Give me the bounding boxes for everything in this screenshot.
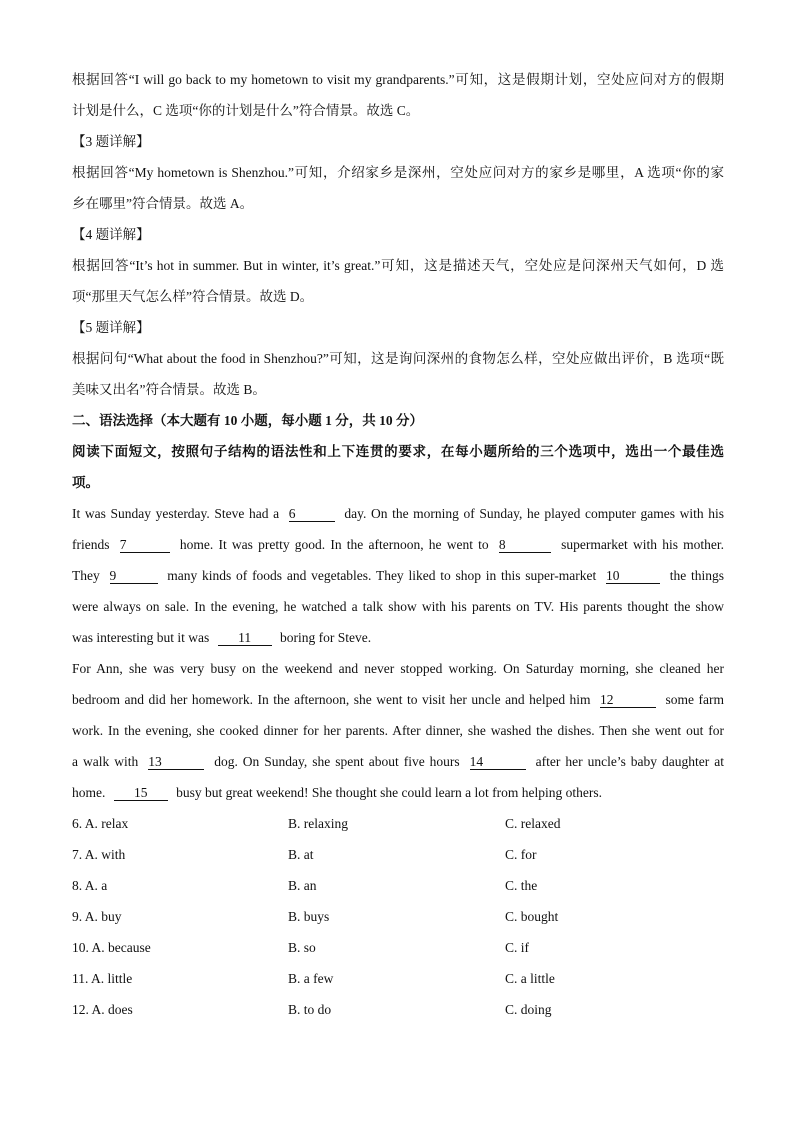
option-b: B. at: [288, 847, 314, 862]
explanation-line: 乡在哪里”符合情景。故选 A。: [72, 196, 254, 211]
option-row: [72, 839, 724, 870]
passage-line: work. In the evening, she cooked dinner for her parents. After dinner, she washed the dishes. Then she went out for: [72, 723, 724, 738]
passage-text: the things: [669, 568, 724, 583]
passage-text: home.: [72, 785, 106, 800]
passage-text: many kinds of foods and vegetables. They liked to shop in this super-market: [167, 568, 597, 583]
explanation-heading: 【4 题详解】: [72, 227, 150, 242]
option-c: C. bought: [505, 909, 559, 924]
passage-line: [72, 684, 724, 715]
option-row: [72, 870, 724, 901]
explanation-heading: 【3 题详解】: [72, 134, 150, 149]
explanation-line: 根据回答“My hometown is Shenzhou.”可知，介绍家乡是深州，空处应问对方的家乡是哪里，A 选项“你的家: [72, 165, 724, 180]
explanation-line: 根据问句“What about the food in Shenzhou?”可知，这是询问深州的食物怎么样，空处应做出评价，B 选项“既: [72, 351, 724, 366]
passage-line: [72, 529, 724, 560]
passage-line: [72, 746, 724, 777]
passage-line: For Ann, she was very busy on the weekend and never stopped working. On Saturday morning, she cleaned her: [72, 661, 724, 676]
answer-blank-15: 15: [114, 785, 168, 801]
option-b: B. so: [288, 940, 316, 955]
answer-blank-7: 7: [120, 537, 170, 553]
passage-text: after her uncle’s baby daughter at: [535, 754, 724, 769]
answer-blank-13: 13: [148, 754, 204, 770]
option-c: C. a little: [505, 971, 555, 986]
option-b: B. a few: [288, 971, 334, 986]
passage-text: friends: [72, 537, 110, 552]
option-row: [72, 808, 724, 839]
explanation-line: 项“那里天气怎么样”符合情景。故选 D。: [72, 289, 314, 304]
answer-blank-11: 11: [218, 630, 272, 646]
option-b: B. buys: [288, 909, 330, 924]
option-c: C. the: [505, 878, 538, 893]
passage-text: was interesting but it was: [72, 630, 210, 645]
passage-text: busy but great weekend! She thought she could learn a lot from helping others.: [176, 785, 603, 800]
option-row: [72, 901, 724, 932]
option-row: [72, 994, 724, 1025]
passage-text: dog. On Sunday, she spent about five hours: [214, 754, 460, 769]
passage-line: were always on sale. In the evening, he watched a talk show with his parents on TV. His parents thought the show: [72, 599, 724, 614]
option-a: 9. A. buy: [72, 909, 122, 924]
passage-text: day. On the morning of Sunday, he played computer games with his: [344, 506, 724, 521]
option-a: 8. A. a: [72, 878, 108, 893]
passage-text: It was Sunday yesterday. Steve had a: [72, 506, 280, 521]
option-b: B. an: [288, 878, 317, 893]
section-title: 二、语法选择（本大题有 10 小题，每小题 1 分，共 10 分）: [72, 413, 423, 428]
passage-text: a walk with: [72, 754, 139, 769]
option-b: B. to do: [288, 1002, 332, 1017]
explanation-line: 根据回答“I will go back to my hometown to visit my grandparents.”可知，这是假期计划，空处应问对方的假期: [72, 72, 724, 87]
section-instruction: 项。: [72, 475, 99, 490]
passage-text: supermarket with his mother.: [561, 537, 724, 552]
page-content: [72, 64, 724, 1025]
option-c: C. relaxed: [505, 816, 561, 831]
passage-text: boring for Steve.: [279, 630, 372, 645]
option-row: [72, 963, 724, 994]
option-row: [72, 932, 724, 963]
option-c: C. doing: [505, 1002, 552, 1017]
passage-line: [72, 622, 724, 653]
answer-blank-8: 8: [499, 537, 551, 553]
explanation-line: 美味又出名”符合情景。故选 B。: [72, 382, 266, 397]
option-a: 12. A. does: [72, 1002, 133, 1017]
answer-blank-9: 9: [110, 568, 158, 584]
explanation-line: 根据回答“It’s hot in summer. But in winter, it’s great.”可知，这是描述天气，空处应是问深州天气如何，D 选: [72, 258, 724, 273]
option-c: C. if: [505, 940, 530, 955]
explanation-heading: 【5 题详解】: [72, 320, 150, 335]
passage-line: [72, 560, 724, 591]
passage-text: home. It was pretty good. In the afternoon, he went to: [179, 537, 489, 552]
section-instruction: 阅读下面短文，按照句子结构的语法性和上下连贯的要求，在每小题所给的三个选项中，选出一个最佳选: [72, 444, 724, 459]
passage-text: They: [72, 568, 100, 583]
option-a: 10. A. because: [72, 940, 151, 955]
option-c: C. for: [505, 847, 537, 862]
answer-blank-12: 12: [600, 692, 656, 708]
option-a: 11. A. little: [72, 971, 133, 986]
option-a: 7. A. with: [72, 847, 126, 862]
answer-blank-6: 6: [289, 506, 335, 522]
option-b: B. relaxing: [288, 816, 348, 831]
answer-blank-10: 10: [606, 568, 660, 584]
passage-line: [72, 777, 724, 808]
answer-blank-14: 14: [470, 754, 526, 770]
passage-text: bedroom and did her homework. In the afternoon, she went to visit her uncle and helped him: [72, 692, 591, 707]
passage-line: [72, 498, 724, 529]
passage-text: some farm: [665, 692, 724, 707]
explanation-line: 计划是什么，C 选项“你的计划是什么”符合情景。故选 C。: [72, 103, 420, 118]
option-a: 6. A. relax: [72, 816, 129, 831]
